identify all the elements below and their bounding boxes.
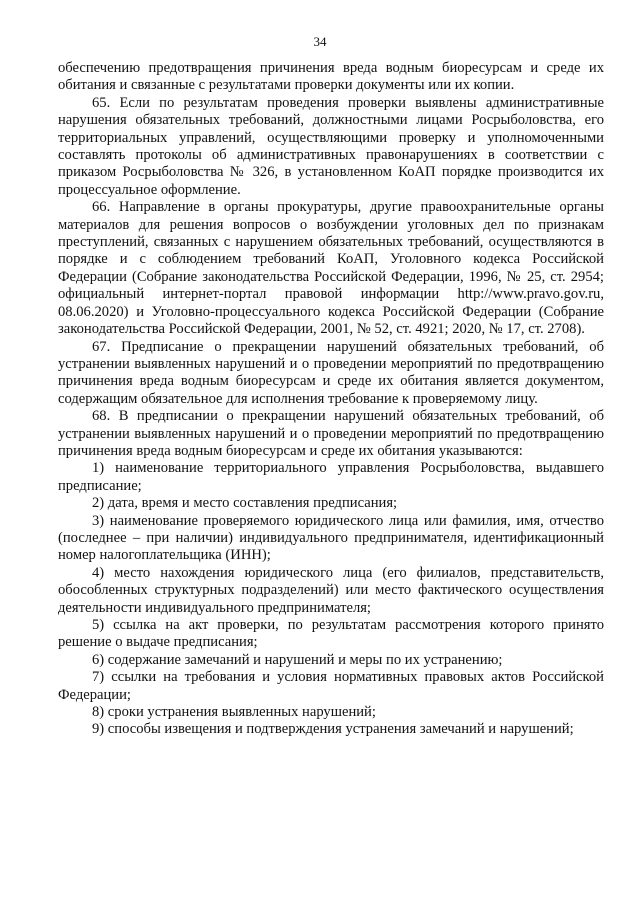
page-number: 34 [313,34,327,49]
paragraph-2: 65. Если по результатам проведения проверки выявлены административные нарушения обязательных требований, должностными лицами Росрыболовства, его территориальных управлений, осуществляющими проверку и уполномоченными составлять протоколы об административных правонарушениях в соответствии с приказом Росрыболовства № 326, в установленном КоАП порядке производится их процессуальное оформление. [58,94,604,198]
paragraph-12: 7) ссылки на требования и условия нормативных правовых актов Российской Федерации; [58,669,604,703]
paragraph-13: 8) сроки устранения выявленных нарушений; [92,704,376,721]
paragraph-1: обеспечению предотвращения причинения вреда водным биоресурсам и среде их обитания и связанные с результатами проверки документы или их копии. [58,60,604,94]
paragraph-4: 67. Предписание о прекращении нарушений обязательных требований, об устранении выявленных нарушений и о проведении мероприятий по предотвращению причинения вреда водным биоресурсам и среде их обитания является документом, содержащим обязательное для исполнения требование к проверяемому лицу. [58,338,604,407]
paragraph-8: 3) наименование проверяемого юридического лица или фамилия, имя, отчество (последнее – при наличии) индивидуального предпринимателя, идентификационный номер налогоплательщика (ИНН); [58,512,604,564]
paragraph-3: 66. Направление в органы прокуратуры, другие правоохранительные органы материалов для решения вопросов о возбуждении уголовных дел по признакам преступлений, связанных с нарушением обязательных требований, осуществляются в порядке и с соблюдением требований КоАП, Уголовного кодекса Российской Федерации (Собрание законодательства Российской Федерации, 1996, № 25, ст. 2954; официальный интернет-портал правовой информации http://www.pravo.gov.ru, 08.06.2020) и Уголовно-процессуального кодекса Российской Федерации (Собрание законодательства Российской Федерации, 2001, № 52, ст. 4921; 2020, № 17, ст. 2708). [58,199,604,338]
paragraph-6: 1) наименование территориального управления Росрыболовства, выдавшего предписание; [58,460,604,494]
paragraph-5: 68. В предписании о прекращении нарушений обязательных требований, об устранении выявленных нарушений и о проведении мероприятий по предотвращению причинения вреда водным биоресурсам и среде их обитания указываются: [58,408,604,459]
document-body [58,60,604,739]
paragraph-10: 5) ссылка на акт проверки, по результатам рассмотрения которого принято решение о выдаче предписания; [58,617,604,651]
paragraph-14: 9) способы извещения и подтверждения устранения замечаний и нарушений; [92,721,574,738]
paragraph-7: 2) дата, время и место составления предписания; [92,495,398,512]
paragraph-9: 4) место нахождения юридического лица (его филиалов, представительств, обособленных структурных подразделений) или место фактического осуществления деятельности индивидуального предпринимателя; [58,564,604,616]
paragraph-11: 6) содержание замечаний и нарушений и меры по их устранению; [92,651,503,668]
